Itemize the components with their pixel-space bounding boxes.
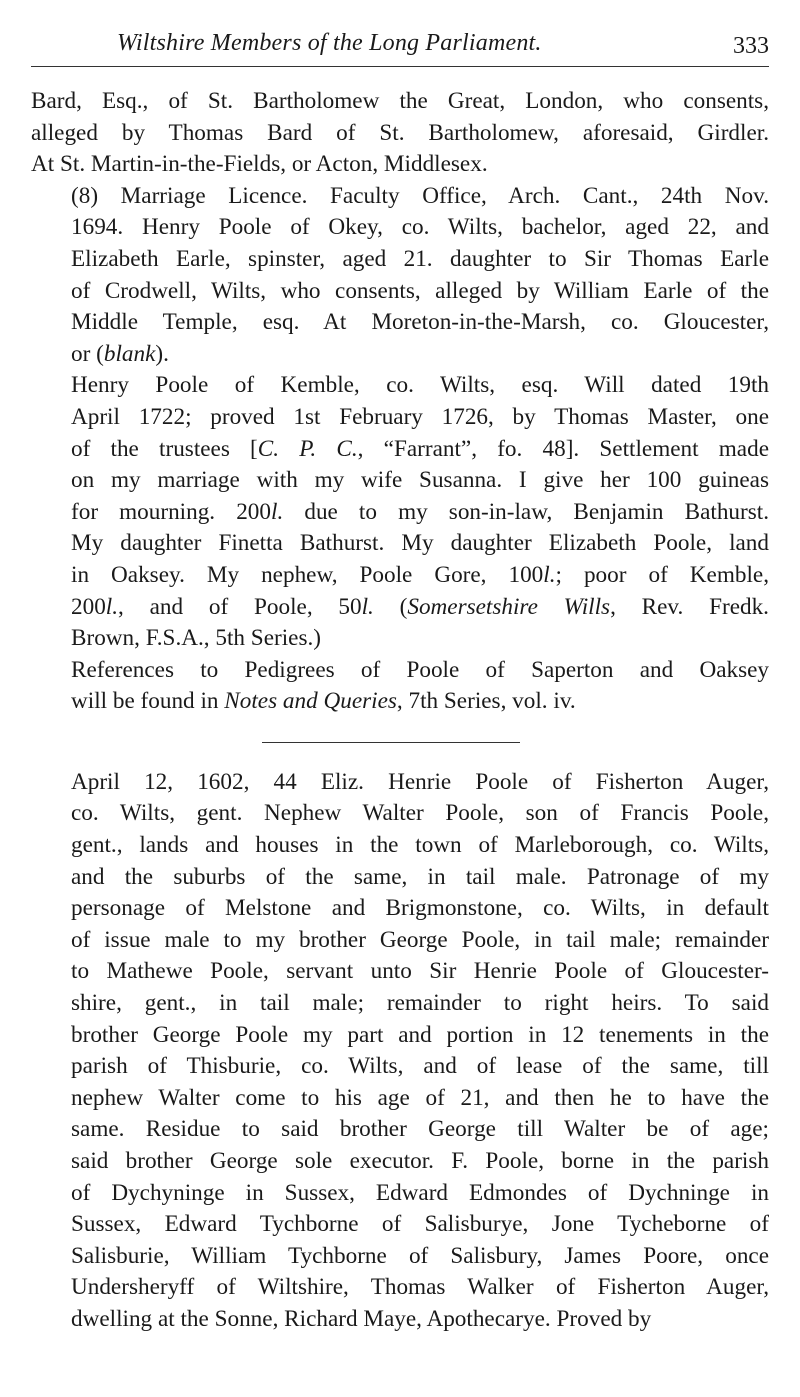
text-line: Henry Poole of Kemble, co. Wilts, esq. Will dated 19th [71, 372, 769, 399]
paragraph-bard-consent [31, 86, 769, 181]
text-line: on my marriage with my wife Susanna. I give her 100 guineas [71, 467, 769, 494]
running-head [31, 22, 769, 62]
text-line: 200l., and of Poole, 50l. (Somersetshire Wills, Rev. Fredk. [71, 593, 769, 620]
text-line: Salisburie, William Tychborne of Salisbury, James Poore, once [71, 1242, 769, 1269]
text-line: for mourning. 200l. due to my son-in-law, Benjamin Bathurst. [71, 498, 769, 525]
paragraph-will-henry-poole-kemble [31, 370, 769, 654]
text-line: and the suburbs of the same, in tail male. Patronage of my [71, 863, 769, 890]
text-line: Brown, F.S.A., 5th Series.) [71, 625, 321, 652]
paragraph-pedigree-references [31, 655, 769, 718]
text-line: My daughter Finetta Bathurst. My daughter Elizabeth Poole, land [71, 530, 769, 557]
text-line: alleged by Thomas Bard of St. Bartholomew, aforesaid, Girdler. [31, 119, 769, 146]
text-line: shire, gent., in tail male; remainder to right heirs. To said [71, 990, 769, 1017]
text-line: Undersheryff of Wiltshire, Thomas Walker of Fisherton Auger, [71, 1274, 769, 1301]
text-line: At St. Martin-in-the-Fields, or Acton, Middlesex. [31, 151, 488, 178]
text-line: Sussex, Edward Tychborne of Salisburye, Jone Tycheborne of [71, 1211, 769, 1238]
text-line: of issue male to my brother George Poole, in tail male; remainder [71, 926, 769, 953]
text-line: or (blank). [71, 340, 169, 367]
text-line: brother George Poole my part and portion in 12 tenements in the [71, 1021, 769, 1048]
text-line: (8) Marriage Licence. Faculty Office, Arch. Cant., 24th Nov. [71, 182, 769, 209]
text-line: 1694. Henry Poole of Okey, co. Wilts, bachelor, aged 22, and [71, 214, 769, 241]
text-line: April 1722; proved 1st February 1726, by Thomas Master, one [71, 403, 769, 430]
header-rule [31, 66, 769, 67]
text-line: parish of Thisburie, co. Wilts, and of lease of the same, till [71, 1053, 769, 1080]
text-line: dwelling at the Sonne, Richard Maye, Apothecarye. Proved by [71, 1305, 652, 1332]
text-line: to Mathewe Poole, servant unto Sir Henrie Poole of Gloucester- [71, 958, 769, 985]
text-line: of the trustees [C. P. C., “Farrant”, fo. 48]. Settlement made [71, 435, 769, 462]
paragraph-will-henrie-poole-fisherton [31, 767, 769, 1336]
text-line: Middle Temple, esq. At Moreton-in-the-Marsh, co. Gloucester, [71, 309, 769, 336]
text-line: References to Pedigrees of Poole of Saperton and Oaksey [71, 656, 769, 683]
text-line: will be found in Notes and Queries, 7th Series, vol. iv. [71, 688, 576, 715]
text-line: of Crodwell, Wilts, who consents, alleged by William Earle of the [71, 277, 769, 304]
text-line: co. Wilts, gent. Nephew Walter Poole, son of Francis Poole, [71, 800, 769, 827]
text-line: of Dychyninge in Sussex, Edward Edmondes of Dychninge in [71, 1179, 769, 1206]
text-line: personage of Melstone and Brigmonstone, co. Wilts, in default [71, 895, 769, 922]
text-line: same. Residue to said brother George till Walter be of age; [71, 1116, 769, 1143]
page-number: 333 [733, 33, 769, 59]
section-separator-rule [262, 742, 520, 743]
text-line: nephew Walter come to his age of 21, and then he to have the [71, 1084, 769, 1111]
body-text [31, 86, 769, 1336]
text-line: April 12, 1602, 44 Eliz. Henrie Poole of Fisherton Auger, [71, 768, 769, 795]
text-line: in Oaksey. My nephew, Poole Gore, 100l.; poor of Kemble, [71, 561, 769, 588]
running-title: Wiltshire Members of the Long Parliament. [117, 30, 542, 56]
text-line: gent., lands and houses in the town of Marleborough, co. Wilts, [71, 832, 769, 859]
text-line: Elizabeth Earle, spinster, aged 21. daughter to Sir Thomas Earle [71, 245, 769, 272]
paragraph-marriage-licence [31, 181, 769, 371]
text-line: said brother George sole executor. F. Poole, borne in the parish [71, 1148, 769, 1174]
text-line: Bard, Esq., of St. Bartholomew the Great, London, who consents, [31, 88, 769, 114]
